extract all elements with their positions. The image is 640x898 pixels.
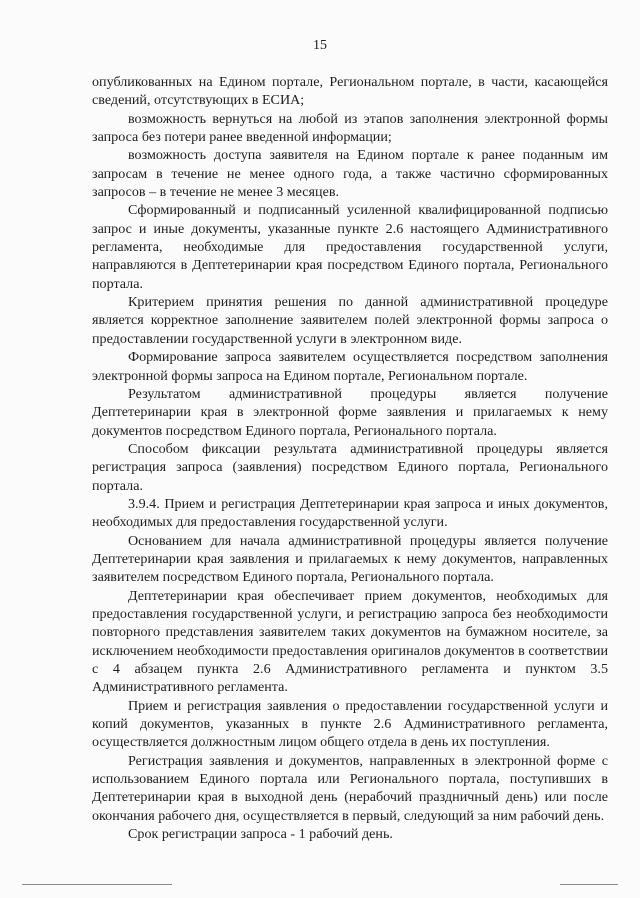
paragraph-5: Критерием принятия решения по данной административной процедуре является корректное заполнение заявителем полей электронной формы запроса о предоставлении государственной услуги в электронном виде. <box>92 294 608 347</box>
paragraph-14: Срок регистрации запроса - 1 рабочий день. <box>128 826 393 843</box>
paragraph-3: возможность доступа заявителя на Едином портале к ранее поданным им запросам в течение не менее одного года, а также частично сформированных запросов – в течение не менее 3 месяцев. <box>92 147 608 201</box>
footer-rule-left <box>22 884 172 885</box>
footer-rule-right <box>560 884 618 885</box>
paragraph-11: Дептетеринарии края обеспечивает прием документов, необходимых для предоставления государственной услуги, и регистрацию запроса без необходимости повторного представления заявителем таких документов на бумажном носителе, за исключением необходимости предоставления оригиналов документов в соответствии с 4 абзацем пункта 2.6 Административного регламента и пунктом 3.5 Административного регламента. <box>92 587 608 696</box>
paragraph-7: Результатом административной процедуры является получение Дептетеринарии края в электронной форме заявления и прилагаемых к нему документов посредством Единого портала, Регионального портала. <box>92 385 608 439</box>
paragraph-1: опубликованных на Едином портале, Региональном портале, в части, касающейся сведений, отсутствующих в ЕСИА; <box>92 74 608 109</box>
paragraph-13: Регистрация заявления и документов, направленных в электронной форме с использованием Единого портала или Регионального портала, поступивших в Дептетеринарии края в выходной день (нерабочий праздничный день) или после окончания рабочего дня, осуществляется в первый, следующий за ним рабочий день. <box>92 752 608 824</box>
document-body <box>92 73 608 843</box>
paragraph-4: Сформированный и подписанный усиленной квалифицированной подписью запрос и иные документы, указанные пункте 2.6 настоящего Административного регламента, необходимые для предоставления государственной услуги, направляются в Дептетеринарии края посредством Единого портала, Регионального портала. <box>92 202 608 292</box>
paragraph-12: Прием и регистрация заявления о предоставлении государственной услуги и копий документов, указанных в пункте 2.6 Административного регламента, осуществляется должностным лицом общего отдела в день их поступления. <box>92 697 608 751</box>
page-number: 15 <box>313 38 327 53</box>
paragraph-6: Формирование запроса заявителем осуществляется посредством заполнения электронной формы запроса на Едином портале, Региональном портале. <box>92 349 608 384</box>
paragraph-8: Способом фиксации результата административной процедуры является регистрация запроса (заявления) посредством Единого портала, Регионального портала. <box>92 440 608 494</box>
paragraph-2: возможность вернуться на любой из этапов заполнения электронной формы запроса без потери ранее введенной информации; <box>92 110 608 146</box>
section-heading-3-9-4: 3.9.4. Прием и регистрация Дептетеринарии края запроса и иных документов, необходимых для предоставления государственной услуги. <box>92 495 608 531</box>
paragraph-10: Основанием для начала административной процедуры является получение Дептетеринарии края заявления и прилагаемых к нему документов, направленных заявителем посредством Единого портала, Регионального портала. <box>92 532 608 586</box>
